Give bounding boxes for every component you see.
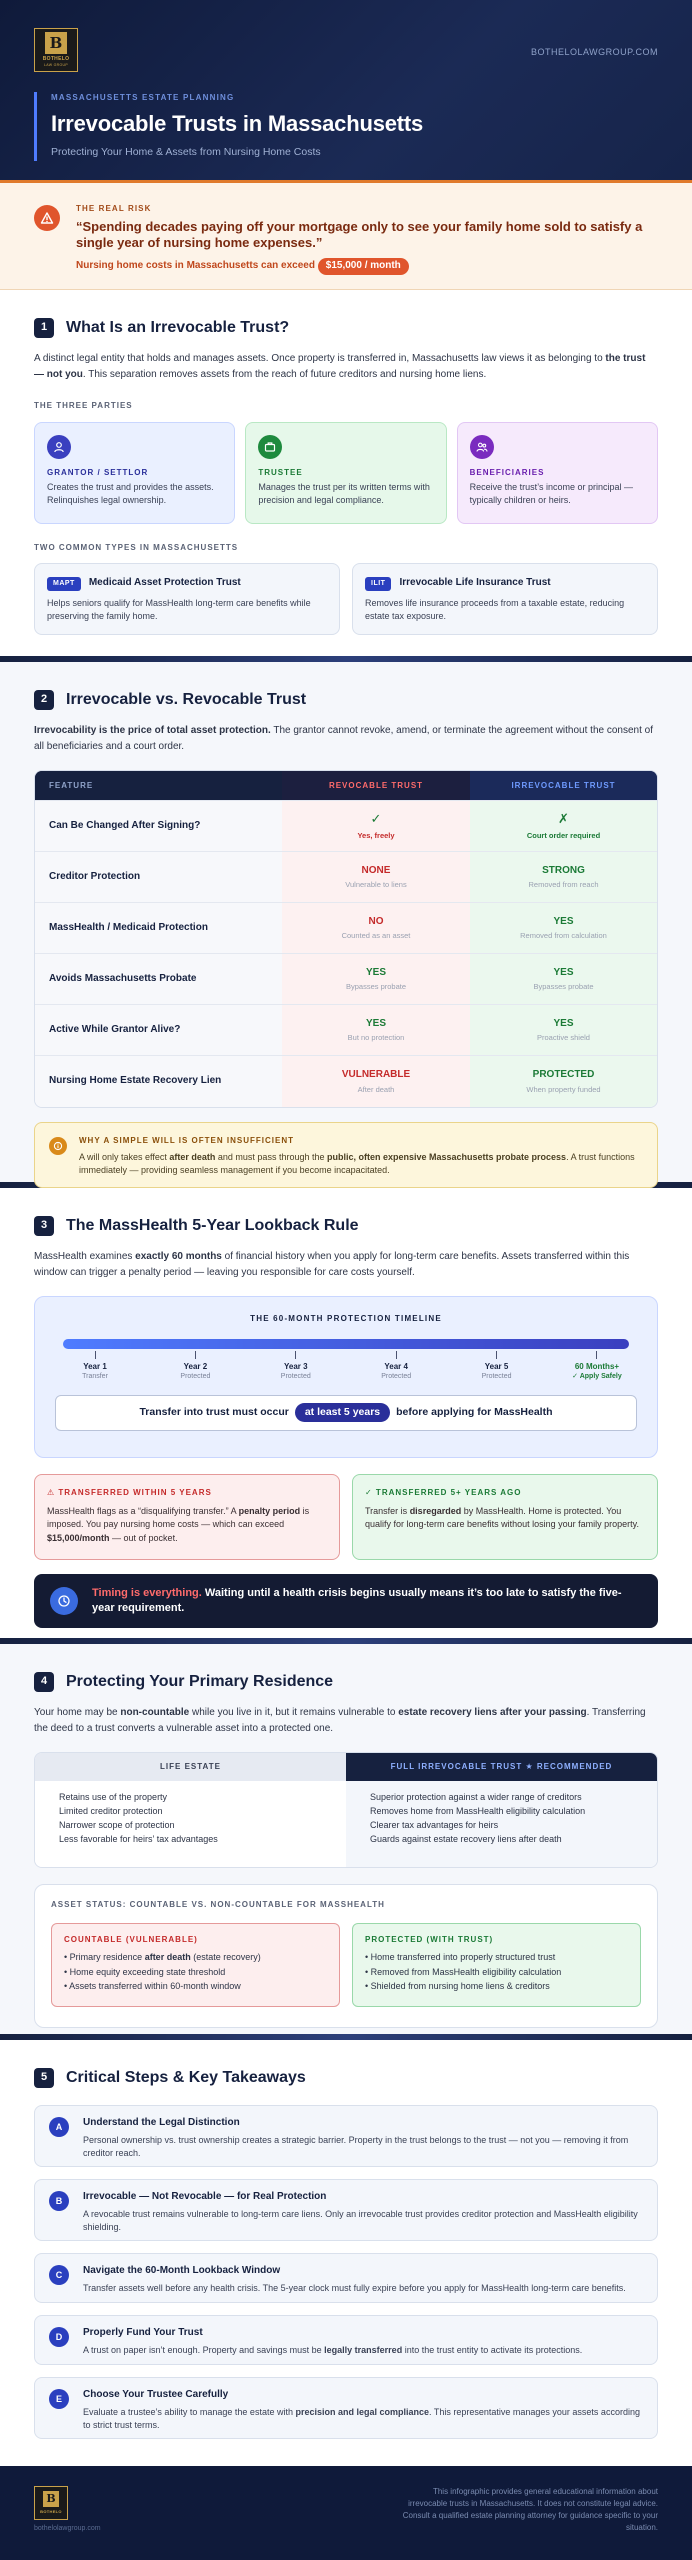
intro-text: Your home may be: [34, 1707, 121, 1719]
section-header: [34, 1214, 658, 1237]
irrevocable-cell: [470, 801, 657, 851]
real-risk-banner: [0, 180, 692, 290]
cell-value: YES: [365, 1017, 386, 1029]
brand-logo[interactable]: [34, 28, 78, 72]
step-card: [34, 2179, 658, 2241]
feature-cell: Creditor Protection: [35, 852, 282, 902]
people-icon: [470, 435, 494, 459]
revocable-cell: [282, 1056, 470, 1107]
timeline-year: Year 5: [484, 1361, 509, 1371]
card-title: ⚠ TRANSFERRED WITHIN 5 YEARS: [47, 1488, 212, 1498]
feature-cell: Nursing Home Estate Recovery Lien: [35, 1056, 282, 1107]
trust-type-head: [47, 576, 327, 591]
risk-cost-pill: $15,000 / month: [318, 258, 409, 275]
card-text: [47, 1505, 327, 1546]
timeline-mark: [356, 1351, 436, 1383]
section-title: Protecting Your Primary Residence: [66, 1673, 334, 1690]
page-footer: [0, 2466, 692, 2560]
section-number: 1: [34, 318, 54, 338]
section-title: Critical Steps & Key Takeaways: [66, 2069, 306, 2086]
hero-header: [0, 0, 692, 180]
party-desc: Creates the trust and provides the assets. Relinquishes legal ownership.: [47, 482, 214, 506]
hero-kicker: MASSACHUSETTS ESTATE PLANNING: [51, 93, 235, 102]
party-card-trustee: [245, 422, 446, 524]
footer-logo[interactable]: [34, 2486, 68, 2520]
party-title: GRANTOR / SETTLOR: [47, 467, 149, 477]
timeline-tick: [596, 1351, 597, 1359]
warning-icon: [34, 205, 60, 231]
section-title: The MassHealth 5-Year Lookback Rule: [66, 1217, 359, 1234]
column-body: [35, 1781, 346, 1867]
section-what-is: [0, 290, 692, 656]
cell-sub: Vulnerable to liens: [345, 880, 407, 889]
trust-type-tag: MAPT: [47, 577, 81, 591]
timeline-year: 60 Months+: [574, 1361, 620, 1371]
page-title: Irrevocable Trusts in Massachusetts: [51, 110, 424, 136]
section-number: 5: [34, 2068, 54, 2088]
step-text: Transfer assets well before any health crisis. The 5-year clock must fully expire before you apply for MassHealth long-term care benefits.: [83, 2282, 626, 2293]
step-text-part: into the trust entity to activate its protections.: [402, 2344, 583, 2355]
callout-text: before applying for MassHealth: [396, 1405, 553, 1418]
timeline-mark: [457, 1351, 537, 1383]
card-text-part: by MassHealth. Home is protected. You qualify for long-term care benefits without losing your family property.: [365, 1505, 639, 1530]
step-title: Properly Fund Your Trust: [83, 2327, 203, 2339]
intro-emphasis: exactly 60 months: [135, 1251, 222, 1263]
step-card: [34, 2253, 658, 2303]
card-text-part: Transfer is: [365, 1505, 410, 1516]
trust-type-tag: ILIT: [365, 577, 391, 591]
cell-sub: After death: [357, 1084, 395, 1094]
card-text-part: is imposed. You pay nursing home costs — which can exceed: [47, 1505, 310, 1530]
irrevocable-cell: [470, 1056, 657, 1107]
list-item: • Assets transferred within 60-month window: [64, 1981, 241, 1992]
risk-kicker: THE REAL RISK: [76, 204, 152, 213]
cell-sub: Yes, freely: [357, 831, 395, 841]
timing-accent: Timing is everything.: [92, 1587, 202, 1600]
section-header: [34, 688, 658, 711]
step-title: Choose Your Trustee Carefully: [83, 2389, 229, 2401]
countable-box: [51, 1923, 340, 2007]
parties-label: THE THREE PARTIES: [34, 401, 133, 411]
step-text: Personal ownership vs. trust ownership creates a strategic barrier. Property in the trust belongs to the trust — not you — removing it from creditor reach.: [83, 2134, 629, 2159]
irrevocable-trust-column: [346, 1753, 657, 1867]
table-row: [35, 1005, 657, 1056]
section-intro: [34, 351, 658, 382]
warning-text-part: . A trust functions immediately — providing seamless management if you become incapacitated.: [79, 1151, 635, 1176]
timeline-mark: [256, 1351, 336, 1383]
cell-sub: Removed from reach: [528, 880, 599, 889]
list-item: Clearer tax advantages for heirs: [370, 1820, 499, 1831]
party-title: TRUSTEE: [258, 467, 303, 477]
list-item: • Shielded from nursing home liens & creditors: [365, 1981, 550, 1992]
cell-sub: Bypasses probate: [345, 982, 407, 991]
risk-cost-prefix: Nursing home costs in Massachusetts can exceed: [76, 260, 315, 272]
table-row: [35, 903, 657, 954]
cross-icon: ✗: [558, 811, 569, 827]
cell-value: PROTECTED: [532, 1069, 595, 1080]
risk-quote: “Spending decades paying off your mortgage only to see your family home sold to satisfy a single year of nursing home expenses.”: [76, 218, 643, 251]
section-comparison: [0, 662, 692, 1182]
item-emphasis: after death: [144, 1952, 191, 1963]
irrevocable-cell: [470, 852, 657, 902]
page-subtitle: Protecting Your Home & Assets from Nursing Home Costs: [51, 146, 321, 159]
intro-emphasis: the trust — not you: [34, 353, 646, 380]
warning-title: WHY A SIMPLE WILL IS OFTEN INSUFFICIENT: [79, 1136, 294, 1146]
life-estate-vs-trust: [34, 1752, 658, 1868]
party-card-beneficiaries: [457, 422, 658, 524]
cell-sub: Bypasses probate: [533, 982, 594, 991]
intro-text: A distinct legal entity that holds and manages assets. Once property is transferred in, Massachusetts law views it as belonging to: [34, 353, 606, 365]
list-item: • Removed from MassHealth eligibility calculation: [365, 1966, 562, 1977]
timeline-tick: [295, 1351, 296, 1359]
cell-value: YES: [553, 1017, 574, 1029]
step-title: Irrevocable — Not Revocable — for Real Protection: [83, 2191, 327, 2203]
step-text-part: A trust on paper isn’t enough. Property and savings must be: [83, 2344, 325, 2355]
step-badge: B: [49, 2191, 69, 2211]
intro-text: The grantor cannot revoke, amend, or terminate the agreement without the consent of all beneficiaries and a court order.: [34, 725, 653, 752]
revocable-cell: [282, 1005, 470, 1055]
callout-text: Transfer into trust must occur: [139, 1405, 289, 1418]
intro-text: of financial history when you apply for long-term care benefits. Assets transferred within this window can trigger a penalty period — leaving you responsible for care costs yourself.: [34, 1251, 630, 1278]
footer-brand: [34, 2486, 101, 2540]
revocable-cell: [282, 852, 470, 902]
item-text: (estate recovery): [190, 1952, 261, 1963]
cell-sub: Court order required: [526, 831, 601, 841]
step-badge: D: [49, 2327, 69, 2347]
party-desc: Receive the trust’s income or principal — typically children or heirs.: [469, 482, 634, 506]
party-title: BENEFICIARIES: [469, 467, 545, 477]
cell-value: YES: [553, 915, 574, 927]
logo-letter: B: [43, 2491, 59, 2507]
transferred-within-5-years-card: [34, 1474, 340, 1560]
card-text: [365, 1505, 645, 1532]
status-title: ASSET STATUS: COUNTABLE VS. NON-COUNTABLE FOR MASSHEALTH: [51, 1900, 385, 1910]
header-irrevocable: IRREVOCABLE TRUST: [470, 771, 657, 800]
section-number: 2: [34, 690, 54, 710]
table-row: [35, 954, 657, 1005]
timeline-state: Protected: [180, 1373, 211, 1381]
cell-value: VULNERABLE: [341, 1069, 411, 1080]
timeline-state: Transfer: [82, 1373, 108, 1381]
step-card: [34, 2377, 658, 2439]
list-item: [64, 1950, 327, 1964]
step-emphasis: precision and legal compliance: [295, 2406, 430, 2417]
timeline-year: Year 4: [384, 1361, 408, 1371]
cell-sub: Removed from calculation: [520, 931, 607, 940]
check-icon: ✓: [370, 811, 382, 827]
protection-timeline: [34, 1296, 658, 1458]
warning-emphasis: public, often expensive Massachusetts probate process: [326, 1151, 567, 1162]
logo-name: BOTHELO: [42, 55, 70, 62]
section-takeaways: [0, 2040, 692, 2460]
table-row: [35, 852, 657, 903]
intro-emphasis: Irrevocability is the price of total asset protection.: [34, 725, 271, 737]
cell-value: YES: [553, 966, 574, 978]
trust-types-list: [34, 563, 658, 635]
footer-website-link[interactable]: bothelolawgroup.com: [34, 2525, 101, 2532]
table-row: [35, 1056, 657, 1107]
cell-sub: When property funded: [526, 1084, 601, 1094]
section-intro: [34, 1705, 658, 1736]
box-title: PROTECTED (WITH TRUST): [365, 1934, 494, 1944]
timeline-mark: [557, 1351, 637, 1383]
asset-status-card: [34, 1884, 658, 2028]
feature-cell: Active While Grantor Alive?: [35, 1005, 282, 1055]
briefcase-icon: [258, 435, 282, 459]
list-item: Superior protection against a wider range of creditors: [370, 1792, 582, 1803]
step-card: [34, 2105, 658, 2167]
section-intro: [34, 1249, 658, 1280]
irrevocable-cell: [470, 903, 657, 953]
timeline-state: Protected: [280, 1373, 311, 1381]
hero-title-block: [34, 92, 423, 161]
card-title: ✓ TRANSFERRED 5+ YEARS AGO: [365, 1488, 522, 1498]
warning-text-part: and must pass through the: [215, 1151, 327, 1162]
cell-sub: But no protection: [347, 1033, 405, 1042]
timeline-state: Protected: [381, 1373, 412, 1381]
step-text: A revocable trust remains vulnerable to long-term care liens. Only an irrevocable trust provides creditor protection and MassHealth eligibility shielding.: [83, 2208, 638, 2233]
intro-emphasis: non-countable: [120, 1707, 190, 1719]
cell-value: NO: [368, 915, 384, 927]
logo-sub: LAW GROUP: [44, 63, 68, 68]
step-title: Navigate the 60-Month Lookback Window: [83, 2265, 281, 2277]
list-item: Guards against estate recovery liens after death: [370, 1834, 562, 1844]
feature-cell: MassHealth / Medicaid Protection: [35, 903, 282, 953]
list-item: Limited creditor protection: [59, 1806, 163, 1817]
step-text-part: Evaluate a trustee’s ability to manage the estate with: [83, 2406, 296, 2417]
card-text-part: MassHealth flags as a “disqualifying transfer.” A: [47, 1505, 239, 1516]
callout-pill: at least 5 years: [295, 1403, 390, 1422]
intro-text: while you live in it, but it remains vulnerable to: [189, 1707, 399, 1719]
timing-banner: [34, 1574, 658, 1628]
timing-text: [92, 1586, 642, 1616]
box-list: [365, 1950, 628, 1993]
timeline-title: THE 60-MONTH PROTECTION TIMELINE: [250, 1314, 442, 1324]
logo-letter: B: [45, 32, 67, 54]
protected-box: [352, 1923, 641, 2007]
cell-value: NONE: [361, 864, 391, 876]
step-badge: A: [49, 2117, 69, 2137]
column-header: LIFE ESTATE: [35, 1753, 346, 1781]
clock-icon: [50, 1587, 78, 1615]
intro-text: . Transferring the deed to a trust converts a vulnerable asset into a protected one.: [34, 1707, 646, 1734]
list-item: • Home transferred into properly structured trust: [365, 1952, 556, 1963]
timeline-state: Protected: [481, 1373, 512, 1381]
warning-text-part: A will only takes effect: [79, 1151, 170, 1162]
feature-cell: Avoids Massachusetts Probate: [35, 954, 282, 1004]
header-revocable: REVOCABLE TRUST: [282, 771, 470, 800]
life-estate-column: [35, 1753, 346, 1867]
header-feature: FEATURE: [35, 771, 282, 800]
simple-will-warning: [34, 1122, 658, 1188]
parties-list: [34, 422, 658, 524]
table-row: [35, 801, 657, 852]
trust-type-head: [365, 576, 645, 591]
timeline-mark: [55, 1351, 135, 1383]
transfer-outcomes: [34, 1474, 658, 1560]
card-emphasis: disregarded: [409, 1505, 462, 1516]
step-badge: E: [49, 2389, 69, 2409]
timeline-year: Year 1: [83, 1361, 107, 1371]
footer-disclaimer: This infographic provides general educational information about irrevocable trusts in Massachusetts. It does not constitute legal advice. Consult a qualified estate planning attorney for guidance specific to your situation.: [402, 2487, 658, 2532]
card-emphasis: $15,000/month: [47, 1532, 110, 1543]
timeline-tick: [95, 1351, 96, 1359]
timeline-marks: [55, 1351, 637, 1383]
box-list: [64, 1950, 327, 1993]
list-item: Narrower scope of protection: [59, 1820, 175, 1831]
column-body: [346, 1781, 657, 1867]
timeline-tick: [396, 1351, 397, 1359]
timeline-year: Year 3: [283, 1361, 308, 1371]
timeline-year: Year 2: [183, 1361, 208, 1371]
section-title: What Is an Irrevocable Trust?: [66, 319, 290, 336]
list-item: Removes home from MassHealth eligibility calculation: [370, 1806, 586, 1817]
timeline-mark: [155, 1351, 235, 1383]
list-item: • Home equity exceeding state threshold: [64, 1966, 226, 1977]
section-residence: [0, 1644, 692, 2034]
comparison-table: [34, 770, 658, 1108]
item-text: • Primary residence: [64, 1952, 145, 1963]
card-emphasis: penalty period: [238, 1505, 301, 1516]
timeline-callout: [55, 1395, 637, 1431]
irrevocable-cell: [470, 1005, 657, 1055]
cell-sub: Counted as an asset: [341, 931, 411, 940]
revocable-cell: [282, 954, 470, 1004]
intro-text: . This separation removes assets from the reach of future creditors and nursing home liens.: [82, 368, 487, 380]
feature-cell: Can Be Changed After Signing?: [35, 801, 282, 851]
cell-value: YES: [365, 966, 386, 978]
section-number: 3: [34, 1216, 54, 1236]
step-emphasis: legally transferred: [324, 2344, 403, 2355]
list-item: Retains use of the property: [59, 1792, 168, 1803]
trust-type-desc: Removes life insurance proceeds from a taxable estate, reducing estate tax exposure.: [365, 597, 625, 621]
section-title: Irrevocable vs. Revocable Trust: [66, 691, 307, 708]
info-icon: [49, 1137, 67, 1155]
revocable-cell: [282, 801, 470, 851]
trust-type-name: Irrevocable Life Insurance Trust: [399, 577, 551, 589]
section-header: [34, 316, 658, 339]
status-columns: [51, 1923, 641, 2007]
step-card: [34, 2315, 658, 2365]
step-text-part: . This representative manages your assets according to strict trust terms.: [83, 2406, 640, 2431]
cell-sub: Proactive shield: [537, 1033, 590, 1042]
section-header: [34, 1670, 658, 1693]
trust-type-card: [352, 563, 658, 635]
step-badge: C: [49, 2265, 69, 2285]
person-icon: [47, 435, 71, 459]
timeline-tick: [496, 1351, 497, 1359]
revocable-cell: [282, 903, 470, 953]
warning-emphasis: after death: [169, 1151, 216, 1162]
timing-rest: Waiting until a health crisis begins usually means it’s too late to satisfy the five-year requirement.: [92, 1587, 622, 1615]
step-title: Understand the Legal Distinction: [83, 2117, 240, 2129]
step-text: [83, 2344, 643, 2358]
risk-cost-line: [76, 258, 658, 275]
section-header: [34, 2066, 658, 2089]
card-text-part: — out of pocket.: [109, 1532, 178, 1543]
section-intro: [34, 723, 658, 754]
transferred-5-plus-years-card: [352, 1474, 658, 1560]
timeline-state: ✓ Apply Safely: [572, 1373, 622, 1381]
timeline-bar: [63, 1339, 629, 1349]
list-item: Less favorable for heirs’ tax advantages: [59, 1834, 218, 1844]
section-lookback: [0, 1188, 692, 1638]
trust-type-card: [34, 563, 340, 635]
party-card-grantor: [34, 422, 235, 524]
irrevocable-cell: [470, 954, 657, 1004]
header-website-link[interactable]: BOTHELOLAWGROUP.COM: [530, 47, 658, 57]
table-header-row: [35, 771, 657, 801]
box-title: COUNTABLE (VULNERABLE): [64, 1934, 198, 1944]
section-number: 4: [34, 1672, 54, 1692]
trust-type-desc: Helps seniors qualify for MassHealth long-term care benefits while preserving the family home.: [47, 597, 311, 621]
trust-type-name: Medicaid Asset Protection Trust: [88, 577, 241, 589]
cell-value: STRONG: [542, 864, 585, 876]
step-text: [83, 2406, 643, 2433]
warning-text: [79, 1151, 643, 1178]
intro-text: MassHealth examines: [34, 1251, 136, 1263]
column-header: FULL IRREVOCABLE TRUST ★ RECOMMENDED: [346, 1753, 657, 1781]
party-desc: Manages the trust per its written terms with precision and legal compliance.: [258, 482, 430, 506]
types-label: TWO COMMON TYPES IN MASSACHUSETTS: [34, 542, 239, 552]
timeline-tick: [195, 1351, 196, 1359]
intro-emphasis: estate recovery liens after your passing: [398, 1707, 587, 1719]
logo-name: BOTHELO: [40, 2509, 62, 2515]
